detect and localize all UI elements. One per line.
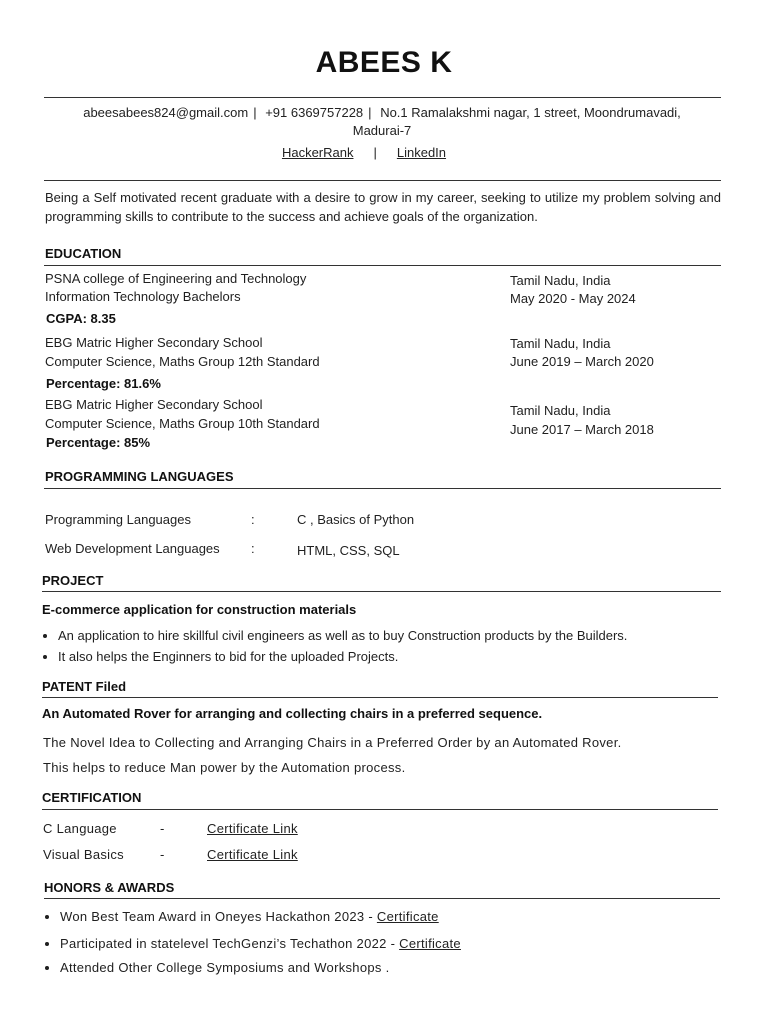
web-dev-value: HTML, CSS, SQL <box>297 543 400 558</box>
project-bullets <box>42 628 627 664</box>
education-score: CGPA: 8.35 <box>46 311 116 326</box>
education-heading: EDUCATION <box>45 246 122 261</box>
award-text: Participated in statelevel TechGenzi’s Techathon 2022 - <box>60 936 400 951</box>
address-text: No.1 Ramalakshmi nagar, 1 street, Moondrumavadi, <box>380 105 681 120</box>
certificate-dash: - <box>160 821 165 836</box>
education-dates: June 2017 – March 2018 <box>510 422 654 437</box>
programming-value: C , Basics of Python <box>297 512 415 527</box>
linkedin-link[interactable]: LinkedIn <box>396 145 447 160</box>
header-divider-bottom <box>44 180 721 181</box>
awards-list <box>44 909 461 975</box>
project-heading: PROJECT <box>42 573 104 588</box>
list-item: • It also helps the Enginners to bid for the uploaded Projects. <box>58 649 627 664</box>
phone-text: +91 6369757228 <box>265 105 364 120</box>
certificate-label: Visual Basics <box>43 847 124 862</box>
awards-heading: HONORS & AWARDS <box>44 880 175 895</box>
contact-info <box>44 104 720 140</box>
web-dev-label: Web Development Languages <box>45 541 220 556</box>
certificate-dash: - <box>160 847 165 862</box>
award-text: Attended Other College Symposiums and Workshops . <box>60 960 390 975</box>
project-divider <box>42 591 721 592</box>
links-separator: | <box>373 145 377 160</box>
programming-colon: : <box>251 512 255 527</box>
candidate-name: ABEES K <box>315 46 453 79</box>
education-score: Percentage: 81.6% <box>46 376 161 391</box>
education-score: Percentage: 85% <box>46 435 151 450</box>
patent-benefit: This helps to reduce Man power by the Automation process. <box>43 760 406 775</box>
education-dates: June 2019 – March 2020 <box>510 354 654 369</box>
certification-heading: CERTIFICATION <box>42 790 142 805</box>
programming-heading: PROGRAMMING LANGUAGES <box>45 469 234 484</box>
list-item: • An application to hire skillful civil engineers as well as to buy Construction products by the Builders. <box>58 628 627 643</box>
programming-label: Programming Languages <box>45 512 191 527</box>
certification-divider <box>42 809 718 810</box>
education-institution: EBG Matric Higher Secondary School <box>45 335 263 350</box>
programming-divider <box>44 488 721 489</box>
contact-separator: | <box>368 105 372 120</box>
education-location: Tamil Nadu, India <box>510 336 611 351</box>
summary-paragraph: Being a Self motivated recent graduate with a desire to grow in my career, seeking to utilize my problem solving and programming skills to contribute to the success and achieve goals of the organization. <box>45 190 721 224</box>
list-item <box>60 960 461 975</box>
award-text: Won Best Team Award in Oneyes Hackathon 2023 - <box>60 909 377 924</box>
education-institution: EBG Matric Higher Secondary School <box>45 397 263 412</box>
patent-title: An Automated Rover for arranging and collecting chairs in a preferred sequence. <box>42 706 543 721</box>
patent-heading: PATENT Filed <box>42 679 127 694</box>
certificate-link[interactable]: Certificate Link <box>207 847 298 862</box>
education-course: Information Technology Bachelors <box>45 289 241 304</box>
award-certificate-link[interactable]: Certificate <box>376 909 439 924</box>
address-city-text: Madurai-7 <box>352 123 412 138</box>
education-location: Tamil Nadu, India <box>510 403 611 418</box>
award-certificate-link[interactable]: Certificate <box>399 936 461 951</box>
list-item <box>60 936 461 951</box>
patent-divider <box>42 697 718 698</box>
contact-separator: | <box>253 105 257 120</box>
awards-divider <box>44 898 720 899</box>
certificate-link[interactable]: Certificate Link <box>207 821 298 836</box>
patent-description: The Novel Idea to Collecting and Arranging Chairs in a Preferred Order by an Automated Rover. <box>43 735 622 750</box>
profile-links <box>0 145 728 160</box>
education-course: Computer Science, Maths Group 10th Standard <box>45 416 320 431</box>
education-divider <box>44 265 721 266</box>
education-dates: May 2020 - May 2024 <box>510 291 636 306</box>
education-course: Computer Science, Maths Group 12th Standard <box>45 354 320 369</box>
certificate-label: C Language <box>43 821 117 836</box>
hackerrank-link[interactable]: HackerRank <box>281 145 354 160</box>
web-dev-colon: : <box>251 541 255 556</box>
education-institution: PSNA college of Engineering and Technology <box>45 271 307 286</box>
list-item <box>60 909 461 924</box>
header-divider-top <box>44 97 721 98</box>
education-location: Tamil Nadu, India <box>510 273 611 288</box>
email-text: abeesabees824@gmail.com <box>83 105 249 120</box>
project-title: E-commerce application for construction materials <box>42 602 357 617</box>
